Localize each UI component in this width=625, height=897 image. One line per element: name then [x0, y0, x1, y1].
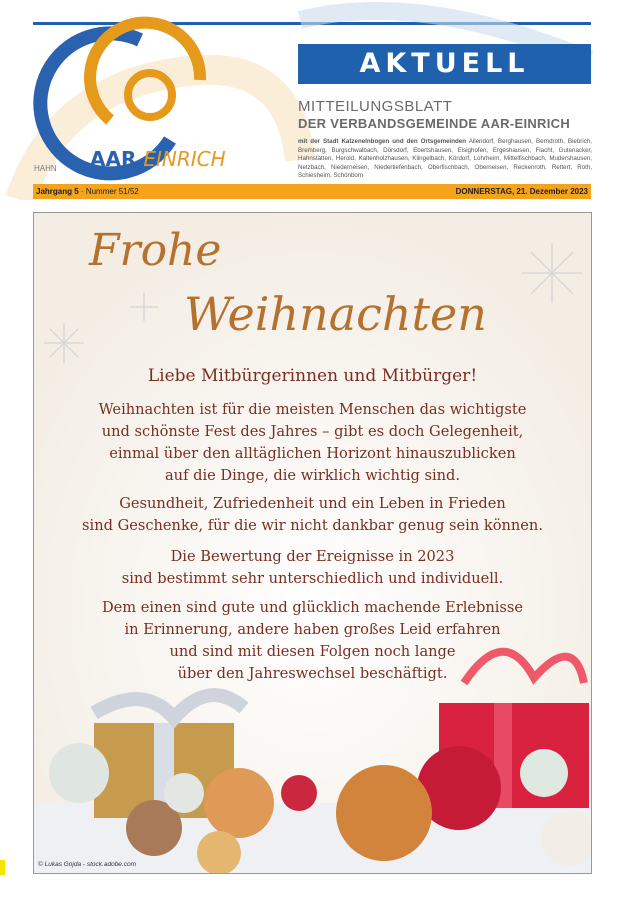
paragraph-line: Dem einen sind gute und glücklich machende Erlebnisse [101, 599, 524, 616]
municipalities-names: Allendorf, Berghausen, Berndroth, Biebrich, Bremberg, Burgschwalbach, Dörsdorf, Ebertshausen, Eisighofen, Ergeshausen, Flacht, Gutenacker, Hahnstätten, Herold, Kaltenholzhausen, Klingelbach, Kördorf, Lohrheim, Mittelfischbach, Mudershausen, Netzbach, Niederneisen, Niedertiefenbach, Oberfischbach, Oberneisen, Reckenroth, Rettert, Roth, Schiesheim, Schönborn [298, 138, 592, 179]
issue-info [36, 184, 139, 199]
logo-wordmark: AAR EINRICH [90, 147, 226, 171]
paragraph-line: sind Geschenke, für die wir nicht dankbar genug sein können. [82, 517, 543, 534]
paragraph-2 [34, 493, 591, 537]
paragraph-line: und sind mit diesen Folgen noch lange [169, 643, 456, 660]
issue-info-bar [33, 184, 591, 199]
paragraph-line: auf die Dinge, die wirklich wichtig sind. [164, 467, 461, 484]
paragraph-1 [34, 399, 591, 487]
paragraph-4 [34, 597, 591, 685]
paragraph-line: einmal über den alltäglichen Horizont hinauszublicken [109, 445, 516, 462]
salutation: Liebe Mitbürgerinnen und Mitbürger! [147, 366, 478, 386]
paragraph-3 [34, 546, 591, 590]
christmas-greeting-card [33, 212, 592, 874]
hahn-label: HAHN [34, 164, 57, 173]
greeting-line-2: Weihnachten [184, 287, 487, 341]
paragraph-line: Gesundheit, Zufriedenheit und ein Leben in Frieden [119, 495, 506, 512]
publication-subtitle: DER VERBANDSGEMEINDE AAR-EINRICH [298, 116, 571, 131]
paragraph-line: Die Bewertung der Ereignisse in 2023 [170, 548, 455, 565]
greeting-line-1: Frohe [89, 225, 222, 276]
publication-title: MITTEILUNGSBLATT [298, 98, 453, 115]
issue-separator: · [80, 187, 84, 196]
paragraph-line: sind bestimmt sehr unterschiedlich und individuell. [121, 570, 504, 587]
aktuell-banner: AKTUELL [298, 44, 591, 84]
paragraph-line: und schönste Fest des Jahres – gibt es doch Gelegenheit, [101, 423, 524, 440]
paragraph-line: Weihnachten ist für die meisten Menschen das wichtigste [98, 401, 527, 418]
municipalities-list [298, 138, 592, 181]
issue-date: DONNERSTAG, 21. Dezember 2023 [455, 187, 588, 196]
paragraph-line: über den Jahreswechsel beschäftigt. [177, 665, 448, 682]
municipalities-lead: mit der Stadt Katzenelnbogen und den Ortsgemeinden [298, 138, 467, 145]
page-edge-marker [0, 860, 5, 875]
photo-credit: © Lukas Gojda - stock.adobe.com [38, 861, 137, 868]
issue-number: Nummer 51/52 [85, 187, 139, 196]
paragraph-line: in Erinnerung, andere haben großes Leid erfahren [124, 621, 501, 638]
issue-year: Jahrgang 5 [36, 187, 79, 196]
